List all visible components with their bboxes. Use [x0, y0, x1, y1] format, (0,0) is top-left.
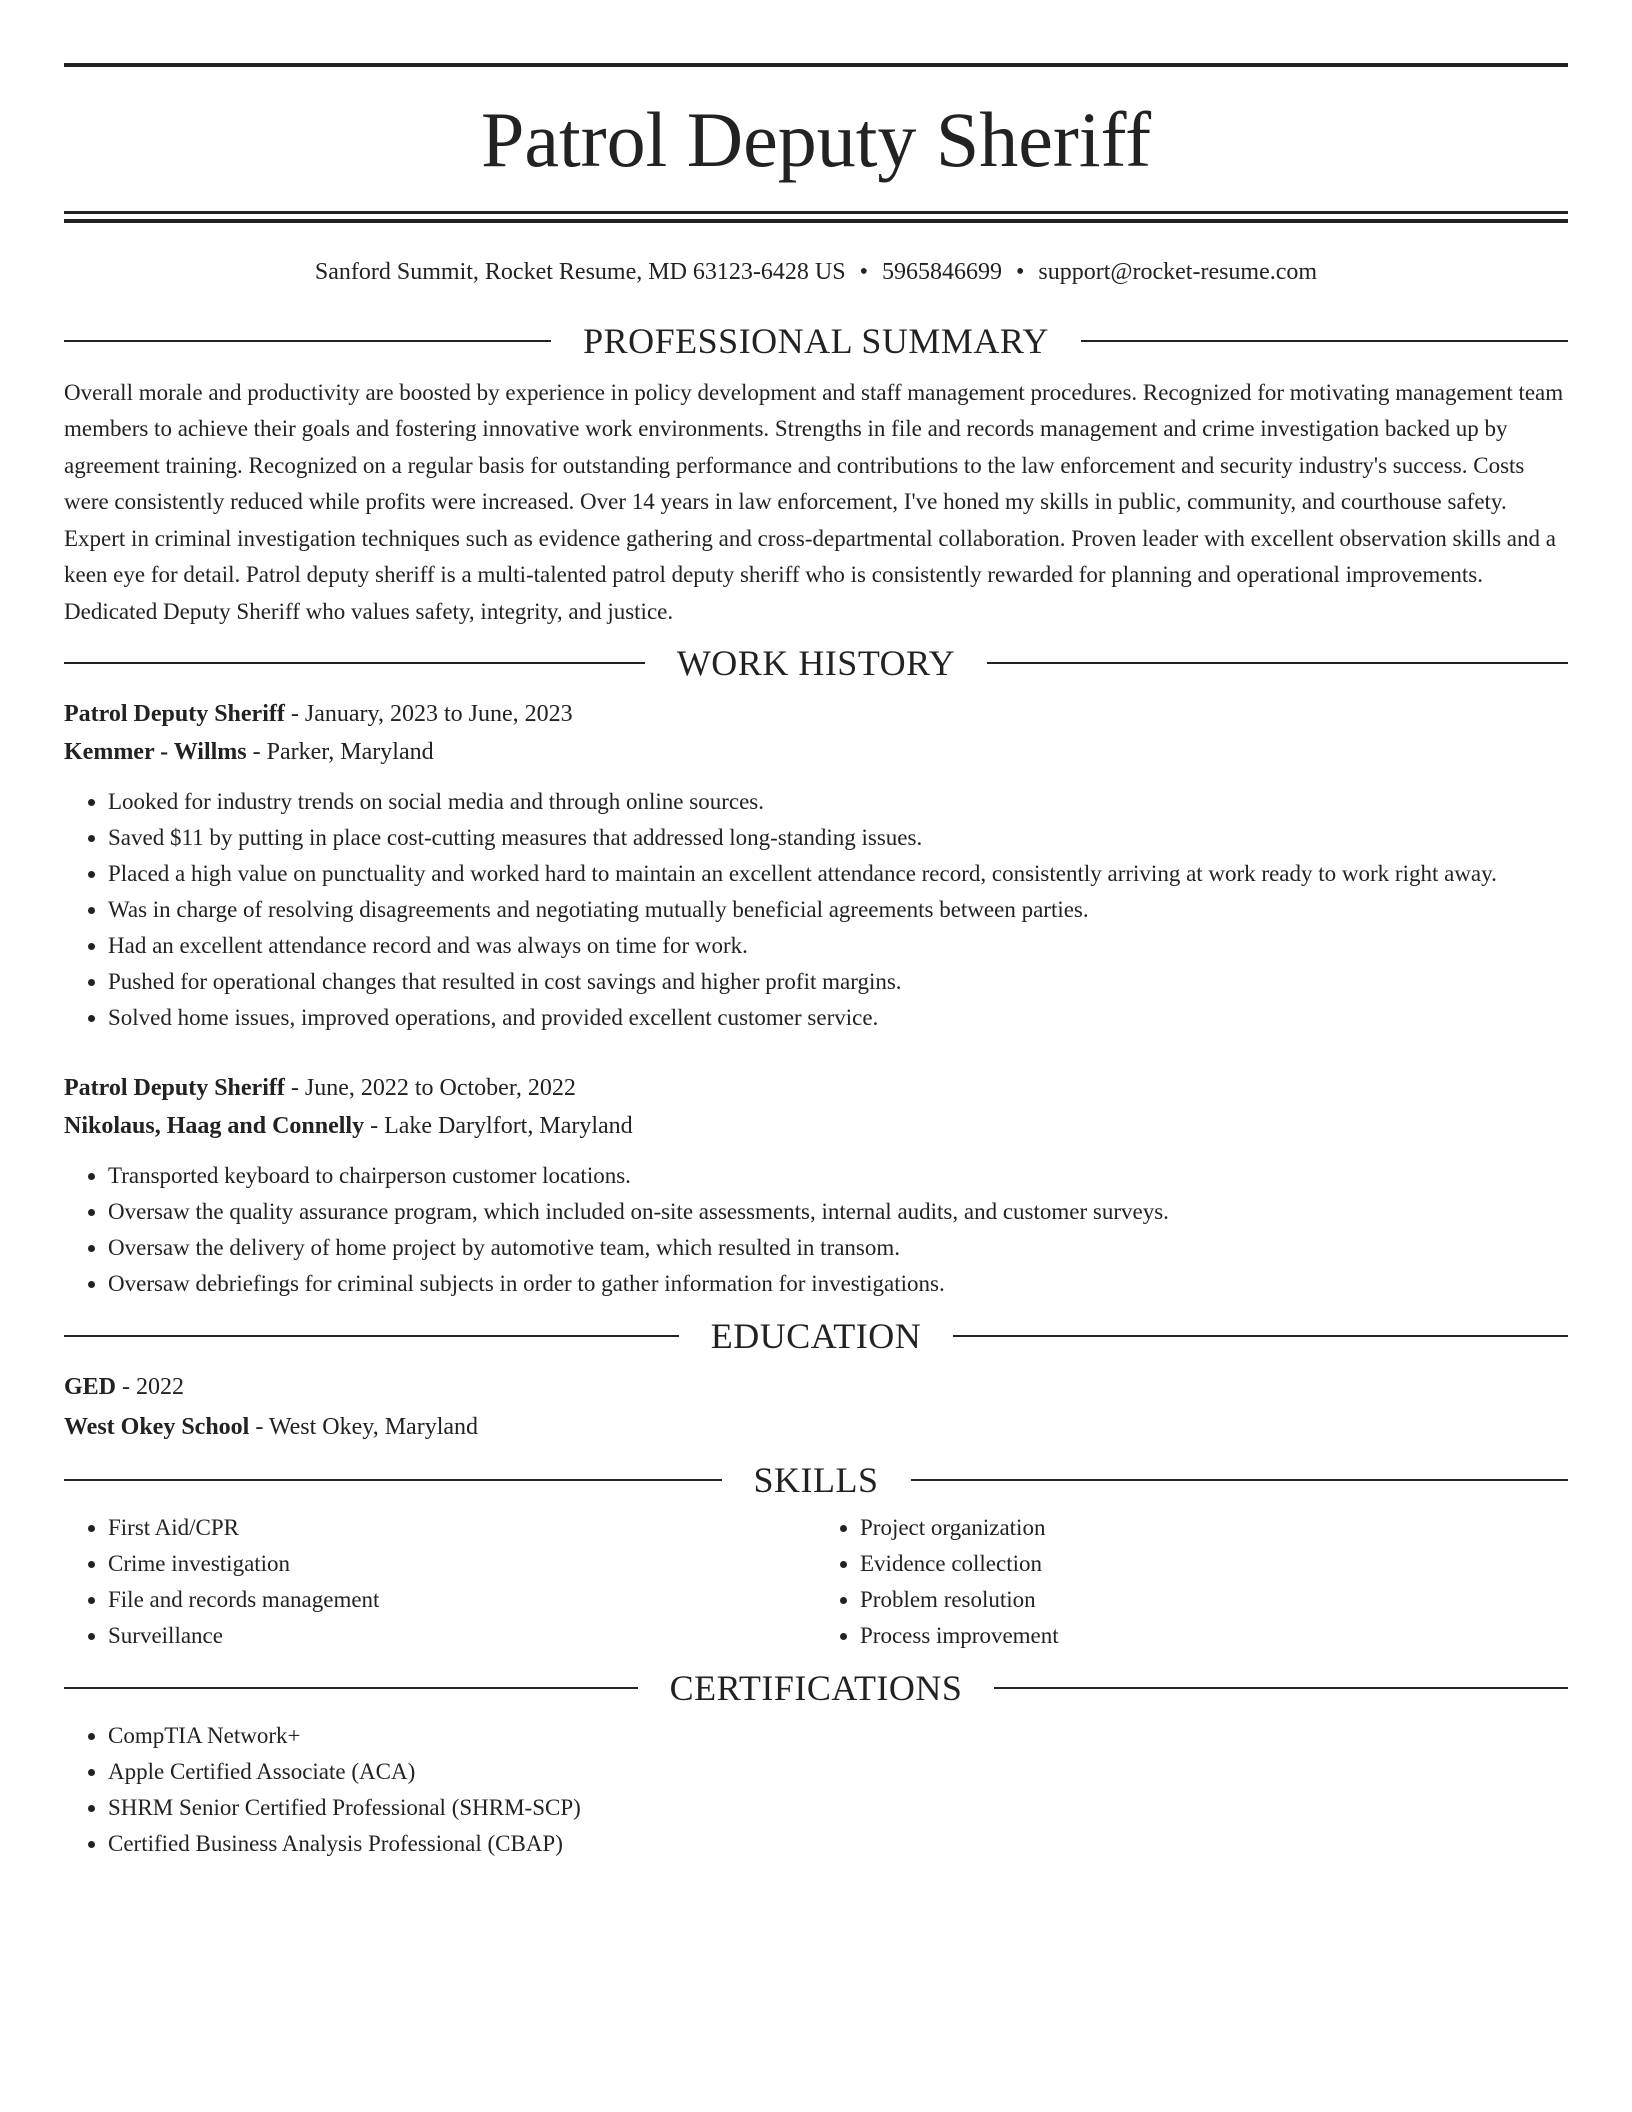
list-item: • Project organization [860, 1510, 1568, 1546]
education-location: - West Okey, Maryland [249, 1414, 479, 1441]
list-item: • File and records management [108, 1582, 816, 1618]
contact-line [64, 258, 1568, 287]
contact-separator: • [859, 259, 868, 285]
skills-list-left [64, 1510, 816, 1654]
education-year: - 2022 [116, 1374, 185, 1401]
job-company-line [64, 733, 1568, 771]
job-dates: - June, 2022 to October, 2022 [284, 1075, 576, 1102]
section-header-summary [64, 320, 1568, 361]
education-school: West Okey School [64, 1414, 250, 1441]
section-header-skills [64, 1460, 1568, 1501]
list-item: • Evidence collection [860, 1546, 1568, 1582]
list-item: • Had an excellent attendance record and was always on time for work. [108, 928, 1568, 964]
list-item: • Solved home issues, improved operations, and provided excellent customer service. [108, 1000, 1568, 1036]
skills-list-right [816, 1510, 1568, 1654]
education-degree: GED [64, 1374, 117, 1401]
job-title: Patrol Deputy Sheriff [64, 701, 285, 728]
contact-phone: 5965846699 [881, 259, 1002, 285]
job-location: - Lake Darylfort, Maryland [364, 1113, 633, 1140]
resume-page [64, 0, 1568, 1862]
certifications-list [64, 1718, 1568, 1862]
job-title-line [64, 1069, 1568, 1107]
section-title: WORK HISTORY [676, 643, 956, 684]
section-header-education [64, 1316, 1568, 1357]
list-item: • Process improvement [860, 1618, 1568, 1654]
list-item: • Was in charge of resolving disagreements and negotiating mutually beneficial agreements between parties. [108, 892, 1568, 928]
job-dates: - January, 2023 to June, 2023 [284, 701, 573, 728]
list-item: • Oversaw the delivery of home project by automotive team, which resulted in transom. [108, 1230, 1568, 1266]
skills-grid [64, 1510, 1568, 1654]
education-school-line [64, 1408, 1568, 1446]
job-location: - Parker, Maryland [246, 739, 434, 766]
section-header-work-history [64, 643, 1568, 684]
list-item: • Transported keyboard to chairperson customer locations. [108, 1158, 1568, 1194]
contact-address: Sanford Summit, Rocket Resume, MD 63123-6428 US [314, 259, 846, 285]
education-degree-line [64, 1368, 1568, 1406]
list-item: • Oversaw the quality assurance program, which included on-site assessments, internal audits, and customer surveys. [108, 1194, 1568, 1230]
list-item: • Placed a high value on punctuality and worked hard to maintain an excellent attendance record, consistently arriving at work ready to work right away. [108, 856, 1568, 892]
contact-separator: • [1015, 259, 1025, 285]
job-entry [64, 1069, 1568, 1302]
top-divider [64, 63, 1568, 67]
list-item: • First Aid/CPR [108, 1510, 816, 1546]
section-title: PROFESSIONAL SUMMARY [583, 320, 1049, 361]
list-item: • Apple Certified Associate (ACA) [108, 1754, 1568, 1790]
resume-name: Patrol Deputy Sheriff [480, 96, 1152, 183]
list-item: • SHRM Senior Certified Professional (SHRM-SCP) [108, 1790, 1568, 1826]
list-item: • Oversaw debriefings for criminal subjects in order to gather information for investigations. [108, 1266, 1568, 1302]
list-item: • Looked for industry trends on social media and through online sources. [108, 784, 1568, 820]
job-entry [64, 695, 1568, 1036]
list-item: • Crime investigation [108, 1546, 816, 1582]
job-company-line [64, 1107, 1568, 1145]
job-title-line [64, 695, 1568, 733]
section-title: CERTIFICATIONS [669, 1668, 963, 1709]
list-item: • Surveillance [108, 1618, 816, 1654]
contact-email: support@rocket-resume.com [1038, 259, 1318, 285]
list-item: • Problem resolution [860, 1582, 1568, 1618]
section-title: SKILLS [753, 1460, 879, 1501]
job-company: Nikolaus, Haag and Connelly [64, 1113, 365, 1140]
job-title: Patrol Deputy Sheriff [64, 1075, 285, 1102]
section-header-certifications [64, 1668, 1568, 1709]
section-title: EDUCATION [710, 1316, 922, 1357]
list-item: • Certified Business Analysis Professional (CBAP) [108, 1826, 1568, 1862]
list-item: • CompTIA Network+ [108, 1718, 1568, 1754]
list-item: • Saved $11 by putting in place cost-cutting measures that addressed long-standing issues. [108, 820, 1568, 856]
header-double-divider [64, 211, 1568, 223]
education-entry [64, 1368, 1568, 1446]
list-item: • Pushed for operational changes that resulted in cost savings and higher profit margins. [108, 964, 1568, 1000]
job-company: Kemmer - Willms [64, 739, 247, 766]
job-bullet-list [64, 784, 1568, 1036]
summary-paragraph: Overall morale and productivity are boosted by experience in policy development and staff management procedures. Recognized for motivating management team members to achieve their goals and fostering innovative work environments. Strengths in file and records management and crime investigation backed up by agreement training. Recognized on a regular basis for outstanding performance and contributions to the law enforcement and security industry's success. Costs were consistently reduced while profits were increased. Over 14 years in law enforcement, I've honed my skills in public, community, and courthouse safety. Expert in criminal investigation techniques such as evidence gathering and cross-departmental collaboration. Proven leader with excellent observation skills and a keen eye for detail. Patrol deputy sheriff is a multi-talented patrol deputy sheriff who is consistently rewarded for planning and operational improvements. Dedicated Deputy Sheriff who values safety, integrity, and justice. [64, 379, 1564, 624]
job-bullet-list [64, 1158, 1568, 1302]
